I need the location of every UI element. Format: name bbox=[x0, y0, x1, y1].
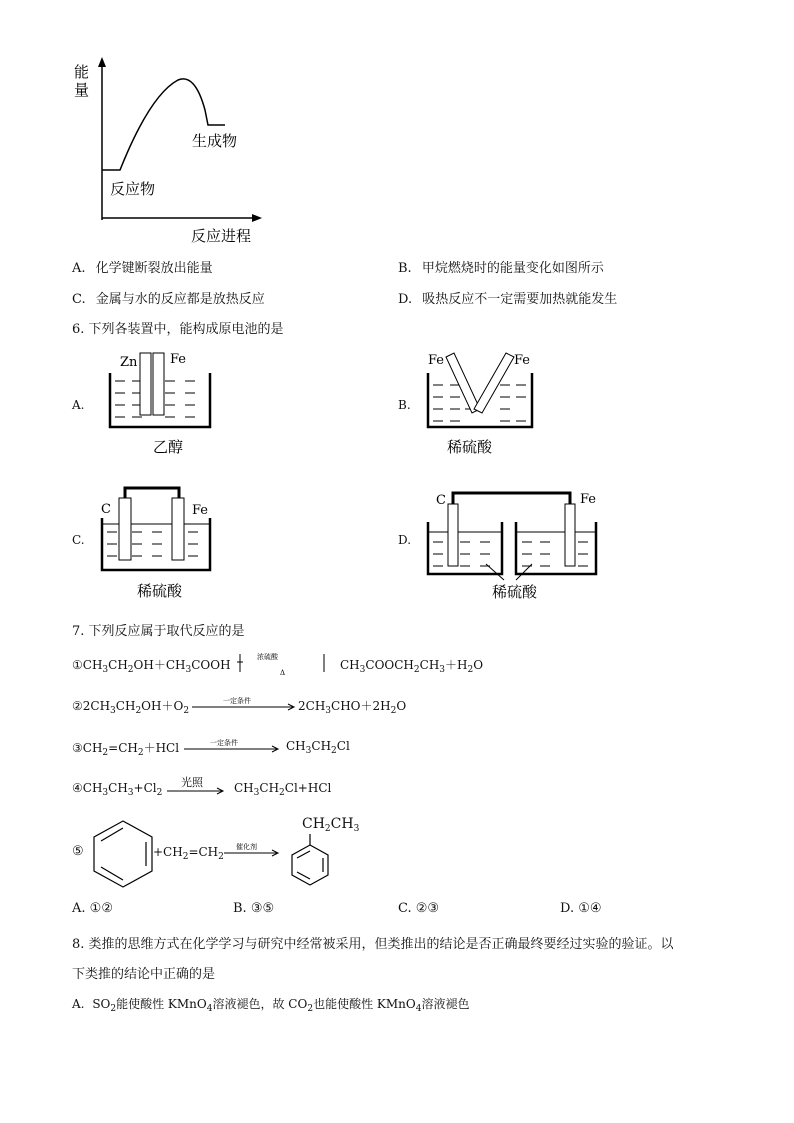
q7-option-b: B. ③⑤ bbox=[233, 901, 275, 916]
q6-option-c-letter: C. bbox=[72, 533, 85, 547]
electrode-left-label: Fe bbox=[428, 353, 445, 368]
product-label: 生成物 bbox=[192, 132, 238, 150]
reaction-3-left: $③CH_2=CH_2+HCl$ bbox=[72, 741, 180, 758]
reaction-1-condition: 浓硫酸 bbox=[257, 653, 278, 661]
ethyl-group-label: $CH_2CH_3$ bbox=[302, 816, 360, 834]
q6-apparatus-c bbox=[92, 480, 222, 605]
reaction-5-number: ⑤ bbox=[72, 844, 84, 859]
option-text: 化学键断裂放出能量 bbox=[95, 261, 213, 276]
q5-option-b bbox=[398, 257, 604, 276]
solution-label: 稀硫酸 bbox=[137, 582, 183, 600]
option-text: 甲烷燃烧时的能量变化如图所示 bbox=[421, 261, 604, 276]
q5-option-a bbox=[72, 257, 213, 276]
q8-stem-line-2: 下类推的结论中正确的是 bbox=[72, 967, 216, 982]
option-letter: C. bbox=[72, 292, 86, 307]
solution-label: 稀硫酸 bbox=[492, 583, 538, 601]
reaction-1-product: $CH_3COOCH_2CH_3+H_2O$ bbox=[340, 658, 484, 675]
q6-option-a-letter: A. bbox=[72, 398, 85, 412]
reaction-4-left: $④CH_3CH_3+Cl_2$ bbox=[72, 781, 163, 798]
option-letter: D. bbox=[398, 292, 413, 307]
y-axis-label-2: 量 bbox=[74, 81, 90, 99]
x-axis-label: 反应进程 bbox=[191, 227, 252, 245]
q6-apparatus-d bbox=[420, 482, 610, 607]
reaction-1-arrow bbox=[232, 648, 332, 678]
electrode-right-label: Fe bbox=[192, 503, 209, 518]
q6-apparatus-b bbox=[420, 345, 550, 460]
electrode-left-label: C bbox=[436, 493, 446, 508]
reaction-3-condition: 一定条件 bbox=[210, 739, 238, 747]
q7-option-a: A. ①② bbox=[72, 901, 113, 916]
reaction-3-arrow bbox=[182, 736, 282, 756]
electrode-left-label: C bbox=[101, 502, 111, 517]
y-axis-label-1: 能 bbox=[74, 63, 90, 81]
q7-option-d: D. ①④ bbox=[560, 901, 602, 916]
option-letter: B. bbox=[398, 261, 412, 276]
reaction-4-product: $CH_3CH_2Cl+HCl$ bbox=[234, 781, 332, 798]
q6-option-d-letter: D. bbox=[398, 533, 412, 547]
reaction-2-condition: 一定条件 bbox=[223, 697, 251, 705]
q7-stem: 7. 下列反应属于取代反应的是 bbox=[72, 624, 245, 639]
option-letter: A. bbox=[72, 997, 85, 1011]
energy-curve bbox=[102, 79, 225, 170]
electrode-right-label: Fe bbox=[514, 353, 531, 368]
reaction-5-reagent: $+CH_2=CH_2$ bbox=[153, 845, 224, 862]
q6-stem: 6. 下列各装置中，能构成原电池的是 bbox=[72, 322, 284, 337]
option-letter: A. bbox=[72, 261, 86, 276]
solution-label: 稀硫酸 bbox=[447, 438, 493, 456]
q5-option-d bbox=[398, 288, 617, 307]
energy-diagram bbox=[60, 55, 280, 250]
q5-option-c bbox=[72, 288, 265, 307]
reaction-3-product: $CH_3CH_2Cl$ bbox=[286, 739, 350, 756]
reaction-4-arrow bbox=[165, 776, 227, 798]
reactant-label: 反应物 bbox=[110, 180, 156, 198]
reaction-2-arrow bbox=[190, 694, 300, 714]
benzene-ring-reactant bbox=[88, 818, 158, 890]
reaction-1: $①CH_3CH_2OH+CH_3COOH$ bbox=[72, 658, 231, 675]
q7-option-c: C. ②③ bbox=[398, 901, 440, 916]
electrode-right-label: Fe bbox=[580, 492, 597, 507]
option-text: 吸热反应不一定需要加热就能发生 bbox=[422, 292, 618, 307]
reaction-4-condition: 光照 bbox=[181, 776, 203, 789]
electrode-right-label: Fe bbox=[170, 352, 187, 367]
q8-stem-line-1: 8. 类推的思维方式在化学学习与研究中经常被采用，但类推出的结论是否正确最终要经过实验的验证。以 bbox=[72, 937, 674, 952]
q6-apparatus-a bbox=[100, 345, 225, 460]
solution-label: 乙醇 bbox=[153, 438, 184, 456]
reaction-1-heat: Δ bbox=[280, 669, 286, 677]
option-text: 金属与水的反应都是放热反应 bbox=[95, 292, 265, 307]
reaction-5-arrow bbox=[222, 840, 282, 860]
x-axis-arrow bbox=[252, 214, 262, 222]
reaction-2-product: $2CH_3CHO+2H_2O$ bbox=[298, 699, 407, 716]
reaction-5-condition: 催化剂 bbox=[236, 843, 257, 851]
q6-option-b-letter: B. bbox=[398, 398, 411, 412]
y-axis-arrow bbox=[98, 57, 106, 67]
electrode-left-label: Zn bbox=[120, 355, 138, 370]
q8-option-a: A. $SO_2$能使酸性 KMnO$_4$溶液褪色，故 $CO_2$也能使酸性 KMnO$_4$溶液褪色 bbox=[72, 997, 470, 1014]
reaction-2-left: $②2CH_3CH_2OH+O_2$ bbox=[72, 699, 190, 716]
reaction-1-left: ①CH bbox=[72, 658, 103, 672]
